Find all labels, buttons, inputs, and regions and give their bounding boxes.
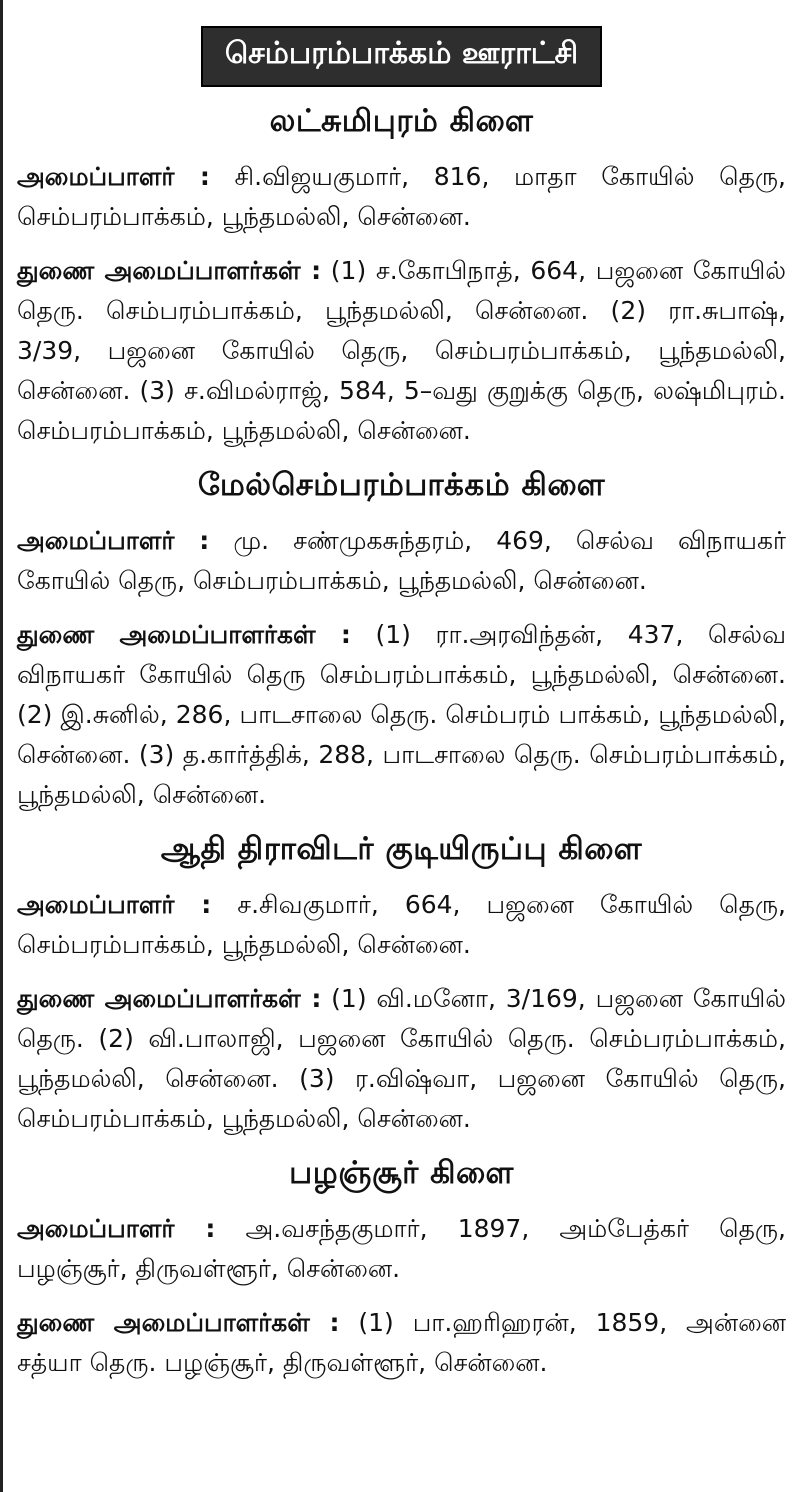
deputy-paragraph [17,1303,786,1383]
branch-section [17,467,786,815]
deputy-text: (1) ச.கோபிநாத், 664, பஜனை கோயில் தெரு. செம்பரம்பாக்கம், பூந்தமல்லி, சென்னை. (2) ரா.சுபாஷ், 3/39, பஜனை கோயில் தெரு, செம்பரம்பாக்கம், பூந்தமல்லி, சென்னை. (3) ச.விமல்ராஜ், 584, 5–வது குறுக்கு தெரு, லஷ்மிபுரம். செம்பரம்பாக்கம், பூந்தமல்லி, சென்னை. [17,256,786,445]
organizer-label: அமைப்பாளர் : [17,1214,216,1243]
organizer-label: அமைப்பாளர் : [17,890,212,919]
deputy-label: துணை அமைப்பாளர்கள் : [17,620,351,649]
organizer-label: அமைப்பாளர் : [17,162,210,191]
deputy-text: (1) பா.ஹரிஹரன், 1859, அன்னை சத்யா தெரு. பழஞ்சூர், திருவள்ளூர், சென்னை. [17,1308,786,1377]
organizer-text: சி.விஜயகுமார், 816, மாதா கோயில் தெரு, செம்பரம்பாக்கம், பூந்தமல்லி, சென்னை. [17,162,786,231]
organizer-paragraph [17,1209,786,1289]
deputy-label: துணை அமைப்பாளர்கள் : [17,1308,340,1337]
deputy-label: துணை அமைப்பாளர்கள் : [17,984,322,1013]
branch-section [17,103,786,451]
branch-section [17,1155,786,1383]
organizer-text: அ.வசந்தகுமார், 1897, அம்பேத்கர் தெரு, பழஞ்சூர், திருவள்ளூர், சென்னை. [17,1214,786,1283]
deputy-text: (1) ரா.அரவிந்தன், 437, செல்வ விநாயகர் கோயில் தெரு செம்பரம்பாக்கம், பூந்தமல்லி, சென்னை. (2) இ.சுனில், 286, பாடசாலை தெரு. செம்பரம் பாக்கம், பூந்தமல்லி, சென்னை. (3) த.கார்த்திக், 288, பாடசாலை தெரு. செம்பரம்பாக்கம், பூந்தமல்லி, சென்னை. [17,620,786,809]
organizer-text: ச.சிவகுமார், 664, பஜனை கோயில் தெரு, செம்பரம்பாக்கம், பூந்தமல்லி, சென்னை. [17,890,786,959]
organizer-text: மு. சண்முகசுந்தரம், 469, செல்வ விநாயகர் கோயில் தெரு, செம்பரம்பாக்கம், பூந்தமல்லி, சென்னை. [17,526,786,595]
branch-title: பழஞ்சூர் கிளை [289,1155,514,1191]
branch-section [17,831,786,1139]
branch-title: மேல்செம்பரம்பாக்கம் கிளை [197,467,606,503]
deputy-text: (1) வி.மனோ, 3/169, பஜனை கோயில் தெரு. (2) வி.பாலாஜி, பஜனை கோயில் தெரு. செம்பரம்பாக்கம், பூந்தமல்லி, சென்னை. (3) ர.விஷ்வா, பஜனை கோயில் தெரு, செம்பரம்பாக்கம், பூந்தமல்லி, சென்னை. [17,984,786,1133]
page-title: செம்பரம்பாக்கம் ஊராட்சி [201,26,602,87]
organizer-label: அமைப்பாளர் : [17,526,210,555]
deputy-paragraph [17,615,786,815]
organizer-paragraph [17,157,786,237]
branch-title: லட்சுமிபுரம் கிளை [269,103,534,139]
organizer-paragraph [17,521,786,601]
branch-title: ஆதி திராவிடர் குடியிருப்பு கிளை [160,831,643,867]
organizer-paragraph [17,885,786,965]
deputy-label: துணை அமைப்பாளர்கள் : [17,256,322,285]
header [17,0,786,87]
deputy-paragraph [17,251,786,451]
deputy-paragraph [17,979,786,1139]
